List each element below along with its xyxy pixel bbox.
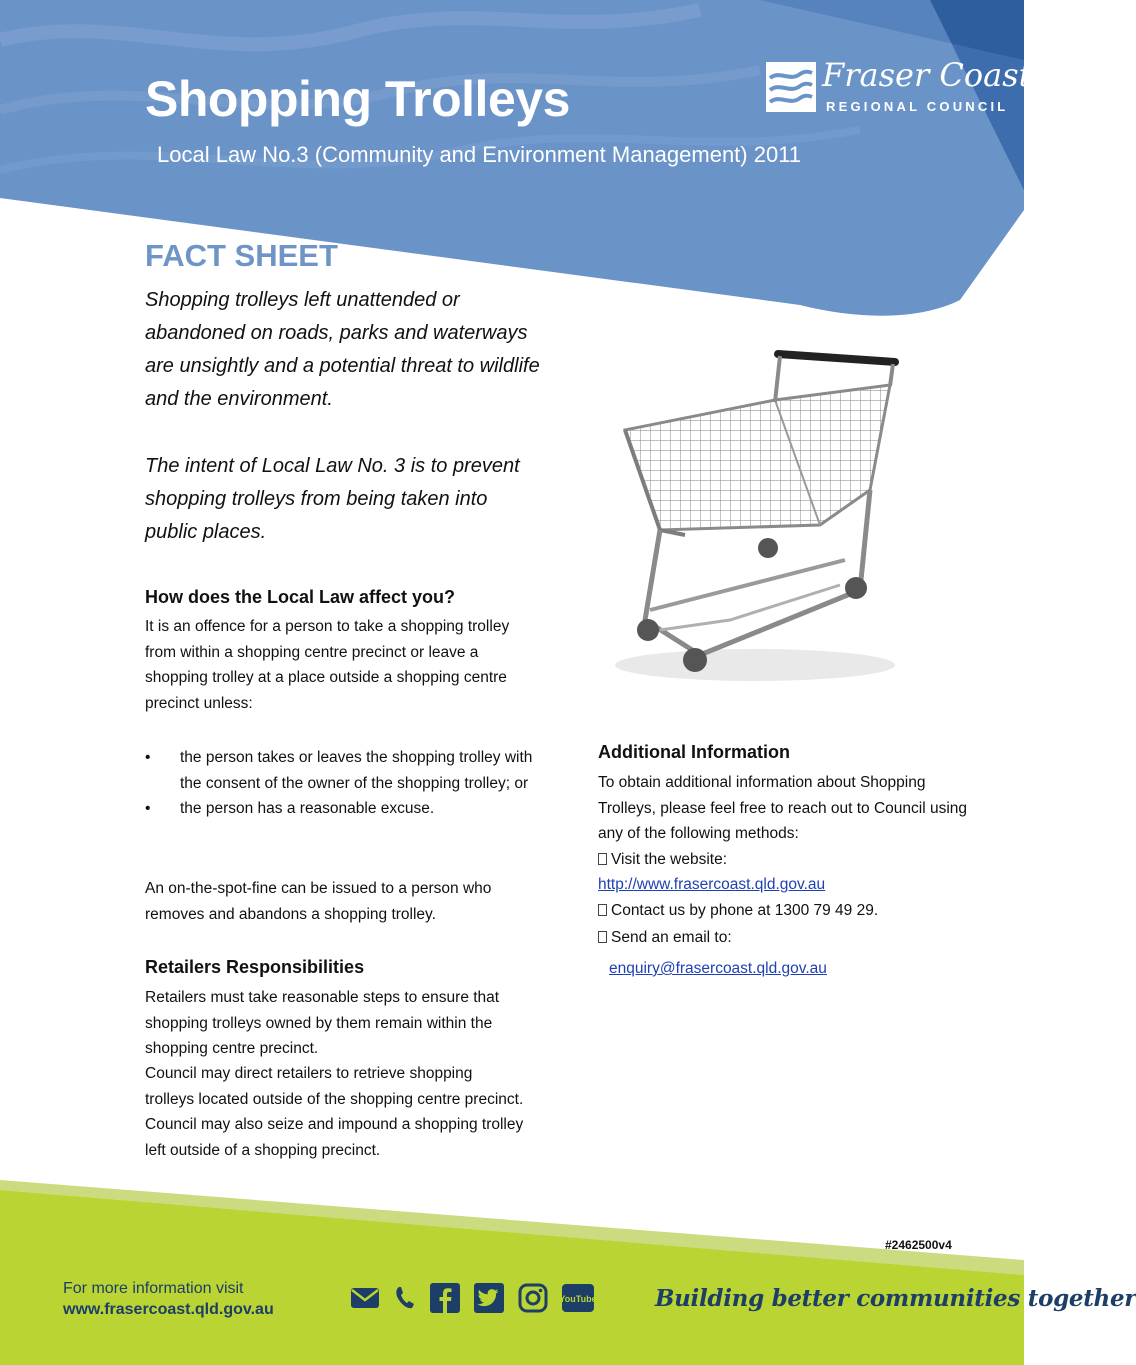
youtube-label: YouTube: [559, 1294, 597, 1304]
website-link-line: [598, 872, 825, 898]
waves-logo-icon: [766, 62, 816, 112]
list-item: [145, 796, 535, 822]
footer-more-info: [63, 1278, 274, 1320]
fine-paragraph: An on-the-spot-fine can be issued to a person who removes and abandons a shopping trolley.: [145, 880, 492, 923]
website-label: Visit the website:: [611, 851, 728, 868]
affect-paragraph: It is an offence for a person to take a shopping trolley from within a shopping centre precinct or leave a shopping trolley at a place outside a shopping centre precinct unless:: [145, 618, 510, 712]
council-logo: [766, 56, 1032, 120]
phone-line: [598, 898, 878, 924]
logo-name: Fraser Coast: [822, 56, 1032, 94]
fact-sheet-heading: FACT SHEET: [145, 238, 338, 273]
list-item-text: the person takes or leaves the shopping trolley with the consent of the owner of the shopping trolley; or: [180, 749, 533, 792]
footer-tagline: Building better communities together: [655, 1285, 1136, 1312]
checkbox-glyph-icon: [598, 904, 607, 916]
phone-icon[interactable]: [394, 1285, 416, 1311]
document-reference: #2462500v4: [885, 1238, 952, 1252]
bullet-icon: •: [145, 749, 151, 766]
retailers-heading: Retailers Responsibilities: [145, 957, 365, 977]
twitter-icon[interactable]: [474, 1283, 504, 1313]
email-link-line: [609, 956, 827, 982]
conditions-list: [145, 745, 535, 822]
footer-banner: [0, 1180, 1024, 1365]
email-label: Send an email to:: [611, 929, 732, 946]
shopping-trolley-image: [590, 330, 920, 690]
page-subtitle: Local Law No.3 (Community and Environment Management) 2011: [157, 142, 802, 167]
intro-paragraph-2: The intent of Local Law No. 3 is to prevent shopping trolleys from being taken into public places.: [145, 455, 520, 543]
additional-info-paragraph: To obtain additional information about Shopping Trolleys, please feel free to reach out to Council using any of the following methods:: [598, 774, 968, 842]
page-title: Shopping Trolleys: [145, 71, 570, 127]
retailers-paragraph-2: Council may direct retailers to retrieve shopping trolleys located outside of the shopping centre precinct. Council may also seize and impound a shopping trolley left outside of a shopping precinct.: [145, 1065, 524, 1159]
footer-website-link[interactable]: www.frasercoast.qld.gov.au: [63, 1301, 274, 1318]
website-line: [598, 847, 727, 873]
email-link[interactable]: enquiry@frasercoast.qld.gov.au: [609, 960, 827, 977]
list-item: [145, 745, 535, 796]
phone-label: Contact us by phone at 1300 79 49 29.: [611, 902, 879, 919]
social-icons: [350, 1283, 597, 1313]
bullet-icon: •: [145, 800, 151, 817]
checkbox-glyph-icon: [598, 931, 607, 943]
additional-info-heading: Additional Information: [598, 742, 790, 762]
instagram-icon[interactable]: [518, 1283, 548, 1313]
youtube-icon[interactable]: [559, 1284, 597, 1312]
more-info-label: For more information visit: [63, 1280, 244, 1297]
email-icon[interactable]: [350, 1287, 380, 1309]
affect-heading: How does the Local Law affect you?: [145, 587, 456, 607]
list-item-text: the person has a reasonable excuse.: [180, 800, 435, 817]
logo-subtitle: REGIONAL COUNCIL: [826, 99, 1009, 114]
website-link[interactable]: http://www.frasercoast.qld.gov.au: [598, 876, 826, 893]
checkbox-glyph-icon: [598, 853, 607, 865]
facebook-icon[interactable]: [430, 1283, 460, 1313]
retailers-paragraph-1: Retailers must take reasonable steps to ensure that shopping trolleys owned by them remain within the shopping centre precinct.: [145, 989, 500, 1057]
intro-paragraph-1: Shopping trolleys left unattended or abandoned on roads, parks and waterways are unsightly and a potential threat to wildlife and the environment.: [145, 289, 540, 410]
email-line: [598, 925, 732, 951]
